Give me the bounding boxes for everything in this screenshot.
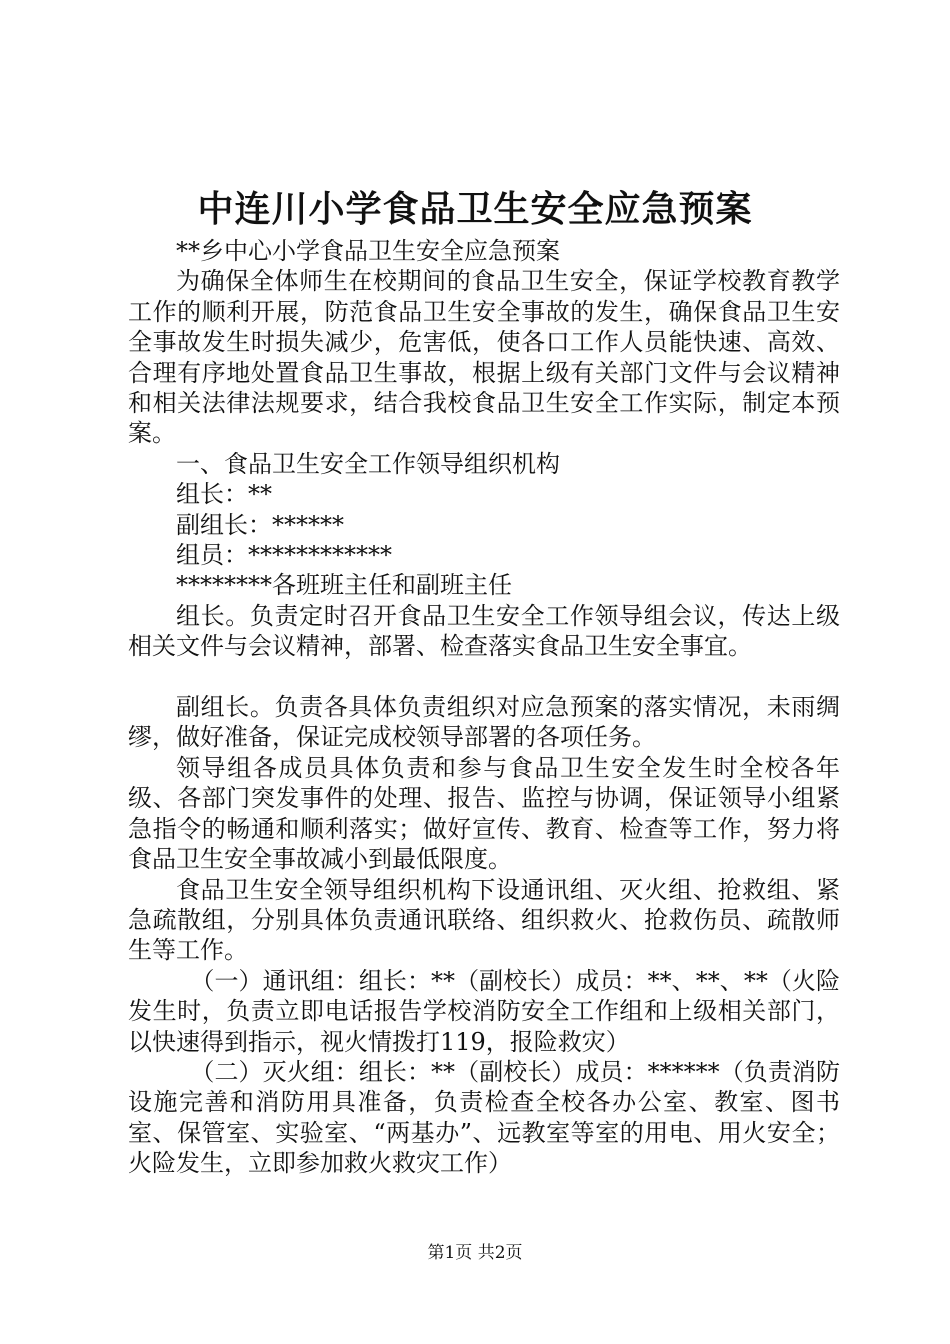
section-heading: 一、食品卫生安全工作领导组织机构 [176, 449, 560, 478]
intro-paragraph: 为确保全体师生在校期间的食品卫生安全，保证学校教育教学工作的顺利开展，防范食品卫生安全事故的发生，确保食品卫生安全事故发生时损失减少，危害低，使各口工作人员能快速、高效、合理有序地处置食品卫生事故，根据上级有关部门文件与会议精神和相关法律法规要求，结合我校食品卫生安全工作实际，制定本预案。 [128, 267, 840, 448]
members-duty-paragraph: 领导组各成员具体负责和参与食品卫生安全发生时全校各年级、各部门突发事件的处理、报告、监控与协调，保证领导小组紧急指令的畅通和顺利落实；做好宣传、教育、检查等工作，努力将食品卫生安全事故减小到最低限度。 [128, 753, 840, 874]
subgroups-paragraph: 食品卫生安全领导组织机构下设通讯组、灭火组、抢救组、紧急疏散组，分别具体负责通讯联络、组织救火、抢救伤员、疏散师生等工作。 [128, 875, 840, 965]
deputy-leader-line: 副组长：****** [176, 510, 344, 539]
document-body [128, 236, 840, 1179]
leader-line: 组长：** [176, 480, 272, 509]
class-teachers-line: ********各班班主任和副班主任 [176, 571, 512, 600]
subtitle-paragraph: **乡中心小学食品卫生安全应急预案 [176, 237, 560, 265]
blank-line [128, 662, 840, 692]
members-line: 组员：************ [176, 541, 392, 570]
document-title: 中连川小学食品卫生安全应急预案 [197, 188, 753, 230]
page-number: 第1页 共2页 [427, 1243, 523, 1263]
deputy-duty-paragraph: 副组长。负责各具体负责组织对应急预案的落实情况，未雨绸缪，做好准备，保证完成校领导部署的各项任务。 [128, 693, 840, 752]
communication-group-paragraph: （一）通讯组：组长：**（副校长）成员：**、**、**（火险发生时，负责立即电话报告学校消防安全工作组和上级相关部门，以快速得到指示，视火情拨打119，报险救灾） [128, 966, 840, 1056]
fire-group-paragraph: （二）灭火组：组长：**（副校长）成员：******（负责消防设施完善和消防用具准备，负责检查全校各办公室、教室、图书室、保管室、实验室、“两基办”、远教室等室的用电、用火安全；火险发生，立即参加救火救灾工作） [128, 1057, 840, 1178]
leader-duty-paragraph: 组长。负责定时召开食品卫生安全工作领导组会议，传达上级相关文件与会议精神，部署、检查落实食品卫生安全事宜。 [128, 601, 840, 661]
